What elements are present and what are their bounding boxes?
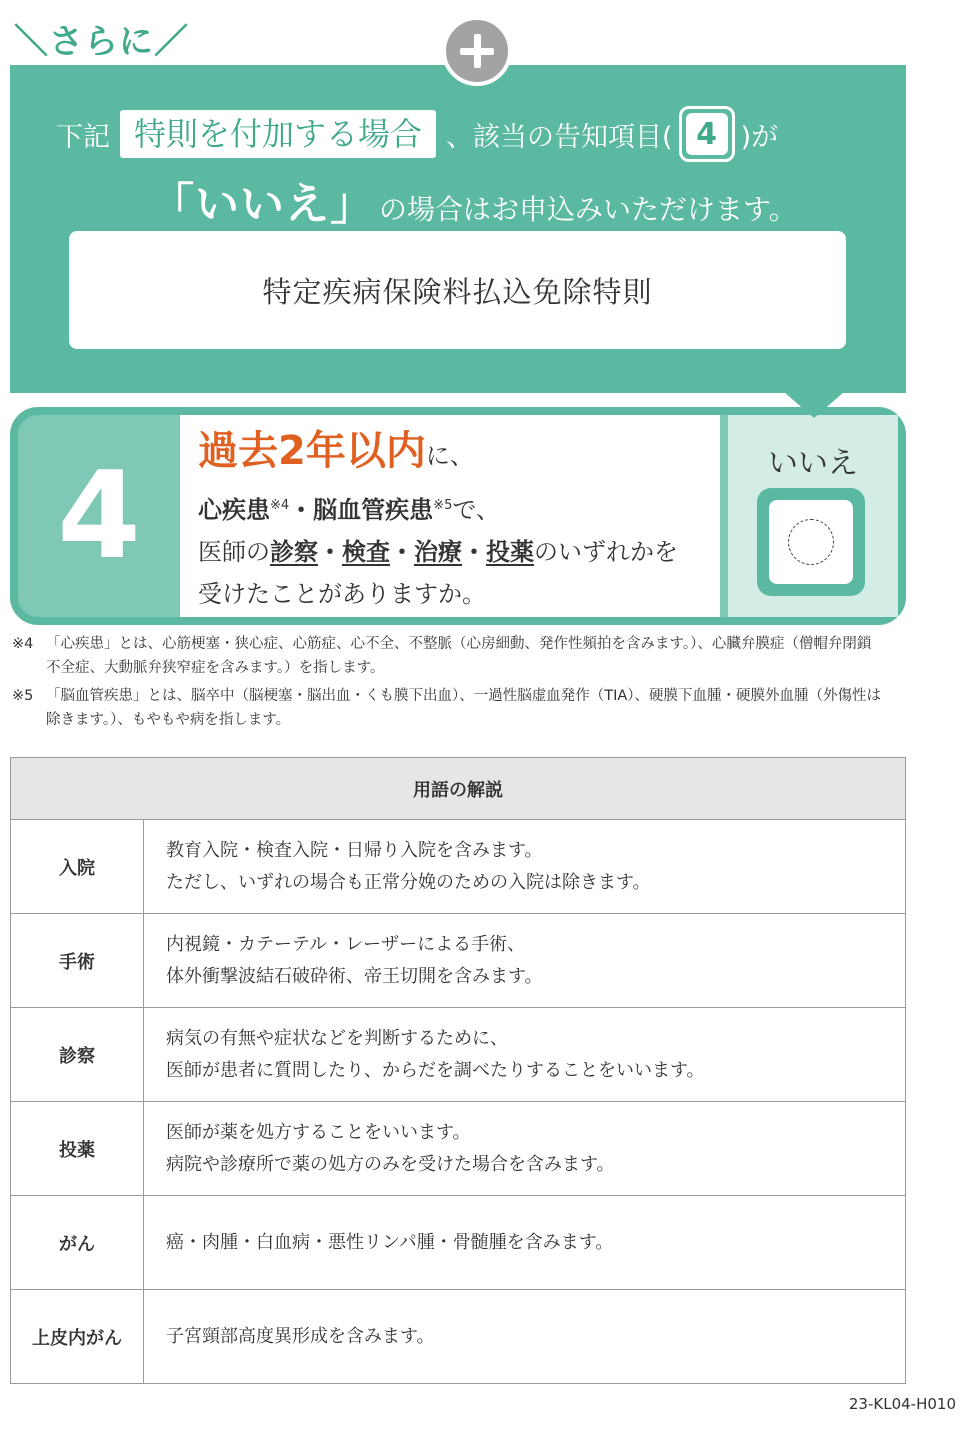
rider-name: 特定疾病保険料払込免除特則: [262, 274, 653, 309]
document-code: 23-KL04-H010: [848, 1395, 956, 1413]
footnote-ref-5: ※5: [433, 498, 453, 513]
separator: ・: [462, 538, 486, 566]
item-number: 4: [686, 113, 728, 155]
question-emphasis-suffix: に、: [425, 442, 474, 470]
banner-middle: 、該当の告知項目(: [446, 121, 673, 153]
table-row: [11, 1102, 906, 1196]
glossary-term: 手術: [11, 914, 144, 1008]
footnote-mark: ※4: [12, 636, 34, 652]
footnote-5: [12, 684, 912, 732]
glossary-description: [144, 914, 906, 1008]
rider-name-box: [69, 231, 846, 349]
glossary-term: 診察: [11, 1008, 144, 1102]
desc-line: 病院や診療所で薬の処方のみを受けた場合を含みます。: [166, 1153, 615, 1175]
glossary-description: [144, 1102, 906, 1196]
glossary-term: がん: [11, 1196, 144, 1290]
glossary-description: [144, 1196, 906, 1290]
footnote-mark: ※5: [12, 688, 34, 704]
glossary-table: [10, 757, 906, 1384]
footnote-text: 「脳血管疾患」とは、脳卒中（脳梗塞・脳出血・くも膜下出血）、一過性脳虚血発作（TIA）、硬膜下血腫・硬膜外血腫（外傷性は: [46, 688, 882, 704]
desc-line: 癌・肉腫・白血病・悪性リンパ腫・骨髄腫を含みます。: [166, 1231, 614, 1253]
answer-label: いいえ: [768, 446, 858, 481]
desc-line: 体外衝撃波結石破砕術、帝王切開を含みます。: [166, 965, 543, 987]
banner-line-2-rest: の場合はお申込みいただけます。: [379, 193, 797, 226]
table-row: [11, 820, 906, 914]
question-line-2: [198, 485, 720, 531]
question-line-1: [198, 425, 720, 485]
separator: ・: [318, 538, 342, 566]
question-line-3-tail: のいずれかを: [534, 538, 678, 566]
glossary-description: [144, 1290, 906, 1384]
glossary-term: 入院: [11, 820, 144, 914]
question-emphasis: 過去2年以内: [198, 428, 426, 474]
term-shinsatsu: 診察: [270, 538, 318, 566]
plus-icon: [442, 16, 512, 86]
question-line-4: 受けたことがありますか。: [198, 580, 486, 608]
desc-line: 病気の有無や症状などを判断するために、: [166, 1027, 508, 1049]
table-row: [11, 914, 906, 1008]
question-line-3: [198, 531, 720, 573]
table-row: [11, 1196, 906, 1290]
term-heart-disease: 心疾患: [198, 496, 270, 524]
desc-line: ただし、いずれの場合も正常分娩のための入院は除きます。: [166, 871, 651, 893]
table-row: [11, 1008, 906, 1102]
banner-prefix: 下記: [56, 121, 110, 153]
term-chiryo: 治療: [414, 538, 462, 566]
term-toyaku: 投薬: [486, 538, 534, 566]
question-number: 4: [57, 446, 141, 586]
separator: ・: [289, 496, 314, 524]
question-line-3-prefix: 医師の: [198, 538, 270, 566]
banner-line-1: [56, 104, 778, 164]
glossary-term: 上皮内がん: [11, 1290, 144, 1384]
checkbox-inner: [769, 500, 853, 584]
dashed-circle-icon: [788, 519, 834, 565]
answer-quote: 「いいえ」: [150, 179, 375, 230]
answer-checkbox[interactable]: [757, 488, 865, 596]
question-line-2-tail: で、: [452, 496, 500, 524]
footnote-text: 「心疾患」とは、心筋梗塞・狭心症、心筋症、心不全、不整脈（心房細動、発作性頻拍を含みます。）、心臓弁膜症（僧帽弁閉鎖: [46, 636, 872, 652]
item-number-badge: [679, 106, 735, 162]
section-heading: ＼さらに／: [14, 22, 189, 62]
banner-suffix: )が: [740, 121, 779, 153]
separator: ・: [390, 538, 414, 566]
footnote-ref-4: ※4: [270, 498, 290, 513]
term-kensa: 検査: [342, 538, 390, 566]
footnote-4: [12, 632, 912, 680]
banner-line-2: [150, 168, 797, 232]
banner-highlight: 特則を付加する場合: [120, 110, 436, 159]
desc-line: 子宮頸部高度異形成を含みます。: [166, 1325, 435, 1347]
desc-line: 医師が患者に質問したり、からだを調べたりすることをいいます。: [166, 1059, 705, 1081]
pointer-arrow: [784, 392, 844, 418]
footnote-text: 不全症、大動脈弁狭窄症を含みます。）を指します。: [46, 660, 385, 676]
table-row: [11, 1290, 906, 1384]
desc-line: 医師が薬を処方することをいいます。: [166, 1121, 471, 1143]
desc-line: 内視鏡・カテーテル・レーザーによる手術、: [166, 933, 526, 955]
term-cerebrovascular: 脳血管疾患: [313, 496, 434, 524]
glossary-title: 用語の解説: [11, 758, 906, 820]
glossary-description: [144, 820, 906, 914]
glossary-description: [144, 1008, 906, 1102]
desc-line: 教育入院・検査入院・日帰り入院を含みます。: [166, 839, 543, 861]
footnote-text: 除きます。）、もやもや病を指します。: [46, 712, 291, 728]
glossary-term: 投薬: [11, 1102, 144, 1196]
question-text: [180, 415, 720, 617]
